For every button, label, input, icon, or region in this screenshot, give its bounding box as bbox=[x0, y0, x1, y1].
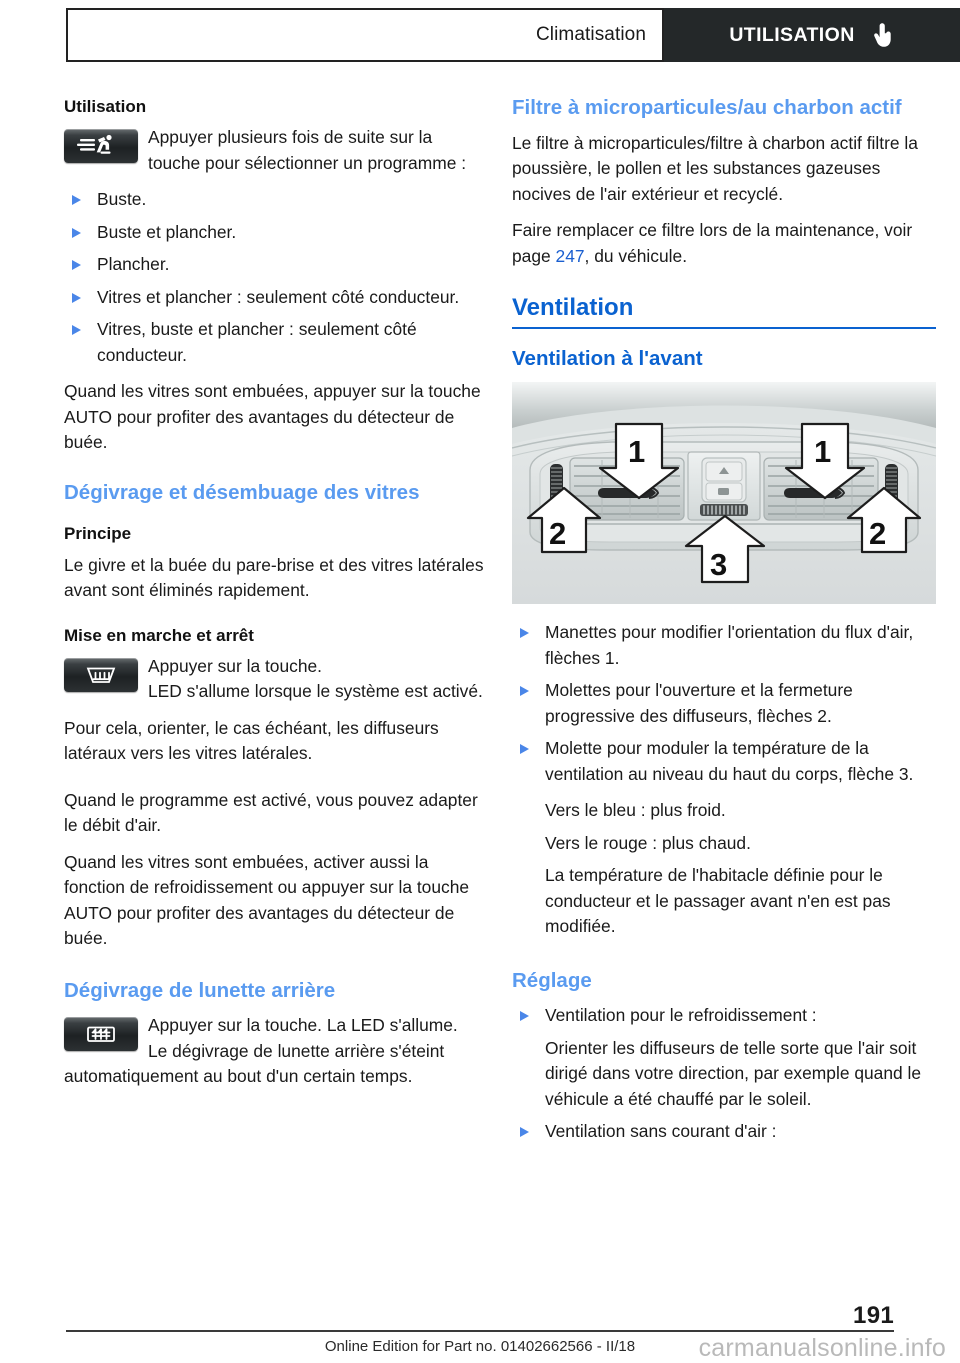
list-item bbox=[64, 252, 484, 278]
list-item bbox=[512, 736, 936, 787]
footer-divider bbox=[66, 1330, 894, 1332]
svg-text:3: 3 bbox=[710, 547, 728, 582]
program-list bbox=[64, 187, 484, 368]
svg-text:2: 2 bbox=[869, 516, 887, 551]
vent-sub-temperature: La température de l'habitacle définie pour le conducteur et le passager avant n'en est pas modifiée. bbox=[545, 865, 891, 936]
rear-window-defrost-button-icon[interactable] bbox=[64, 1017, 138, 1051]
after-programs-paragraph: Quand les vitres sont embuées, appuyer sur la touche AUTO pour profiter des avantages du détecteur de buée. bbox=[64, 381, 481, 453]
defrost-line1: Appuyer sur la touche. bbox=[148, 655, 323, 676]
seat-program-text: Appuyer plusieurs fois de suite sur la touche pour sélectionner un programme : bbox=[148, 127, 467, 173]
principe-paragraph: Le givre et la buée du pare-brise et des vitres latérales avant sont éliminés rapidement. bbox=[64, 554, 484, 601]
list-item bbox=[64, 285, 484, 311]
breadcrumb bbox=[66, 8, 664, 62]
list-item bbox=[64, 220, 484, 246]
rear-defrost-block bbox=[64, 1013, 484, 1090]
left-column bbox=[64, 96, 484, 1101]
list-item-text: Vitres, buste et plancher : seulement côté conducteur. bbox=[97, 319, 417, 365]
svg-text:2: 2 bbox=[549, 516, 567, 551]
right-column bbox=[512, 96, 936, 1156]
list-item-text: Buste. bbox=[97, 189, 147, 210]
section-tab-label: UTILISATION bbox=[729, 23, 855, 46]
para-debit: Quand le programme est activé, vous pouvez adapter le débit d'air. bbox=[64, 789, 478, 836]
filtre-p2-after: , du véhicule. bbox=[584, 245, 688, 266]
seat-program-block bbox=[64, 125, 484, 176]
heading-filtre: Filtre à microparticules/au charbon actif bbox=[512, 96, 902, 119]
list-item bbox=[512, 620, 936, 671]
footer-edition-note: Online Edition for Part no. 01402662566 - II/18 bbox=[324, 1338, 636, 1355]
rear-defrost-line1: Appuyer sur la touche. La LED s'allume. bbox=[148, 1015, 458, 1036]
triangle-bullet-icon bbox=[72, 195, 81, 205]
triangle-bullet-icon bbox=[520, 1011, 529, 1021]
triangle-bullet-icon bbox=[520, 1127, 529, 1137]
list-item-text: Ventilation pour le refroidissement : bbox=[545, 1005, 817, 1026]
triangle-bullet-icon bbox=[520, 686, 529, 696]
windshield-defrost-button-icon[interactable] bbox=[64, 658, 138, 692]
rear-defrost-line2: Le dégivrage de lunette arrière s'éteint automatiquement au bout d'un certain temps. bbox=[64, 1040, 445, 1087]
triangle-bullet-icon bbox=[520, 628, 529, 638]
filtre-paragraph-1: Le filtre à microparticules/filtre à charbon actif filtre la poussière, le pollen et les substances gazeuses nocives de l'air extérieur et recyclé. bbox=[512, 132, 918, 204]
triangle-bullet-icon bbox=[72, 228, 81, 238]
list-item-text: Vitres et plancher : seulement côté conducteur. bbox=[97, 286, 460, 307]
triangle-bullet-icon bbox=[72, 325, 81, 335]
front-air-vents-diagram bbox=[512, 382, 936, 604]
heading-mise-en-marche: Mise en marche et arrêt bbox=[64, 625, 254, 645]
heading-degivrage-vitres: Dégivrage et désembuage des vitres bbox=[64, 480, 420, 504]
filtre-paragraph-2 bbox=[512, 218, 936, 269]
heading-ventilation-avant: Ventilation à l'avant bbox=[512, 347, 703, 371]
list-item bbox=[64, 187, 484, 213]
list-item bbox=[512, 678, 936, 729]
breadcrumb-label: Climatisation bbox=[535, 24, 646, 45]
triangle-bullet-icon bbox=[72, 260, 81, 270]
vent-features-list bbox=[512, 620, 936, 787]
list-item-text: Ventilation sans courant d'air : bbox=[545, 1121, 777, 1142]
page-number: 191 bbox=[853, 1302, 894, 1329]
watermark: carmanualsonline.info bbox=[698, 1334, 946, 1362]
vent-sub-vers-rouge: Vers le rouge : plus chaud. bbox=[545, 832, 751, 853]
list-item-text: Molette pour moduler la température de la ventilation au niveau du haut du corps, flèche 3. bbox=[545, 738, 914, 784]
page-header bbox=[66, 8, 960, 62]
list-item-detail: Orienter les diffuseurs de telle sorte que l'air soit dirigé dans votre direction, par exemple quand le véhicule a été chauffé par le soleil. bbox=[545, 1037, 922, 1109]
pointing-hand-icon bbox=[873, 22, 895, 48]
section-tab-utilisation[interactable] bbox=[664, 8, 960, 62]
list-item bbox=[64, 317, 484, 368]
heading-degivrage-lunette: Dégivrage de lunette arrière bbox=[64, 978, 336, 1002]
page-reference-link[interactable]: 247 bbox=[555, 245, 585, 266]
list-item bbox=[512, 1119, 936, 1145]
para-orienter: Pour cela, orienter, le cas échéant, les diffuseurs latéraux vers les vitres latérales. bbox=[64, 717, 439, 764]
list-item-text: Molettes pour l'ouverture et la fermeture progressive des diffuseurs, flèches 2. bbox=[545, 680, 853, 726]
defrost-line2: LED s'allume lorsque le système est activé. bbox=[148, 681, 483, 702]
list-item-text: Buste et plancher. bbox=[97, 221, 237, 242]
svg-text:1: 1 bbox=[814, 434, 832, 469]
list-item-text: Plancher. bbox=[97, 254, 170, 275]
list-item bbox=[512, 1003, 936, 1112]
windshield-defrost-block bbox=[64, 654, 484, 705]
heading-ventilation: Ventilation bbox=[512, 294, 936, 329]
triangle-bullet-icon bbox=[72, 293, 81, 303]
heading-reglage: Réglage bbox=[512, 968, 592, 992]
heading-principe: Principe bbox=[64, 524, 132, 544]
triangle-bullet-icon bbox=[520, 744, 529, 754]
seat-air-distribution-button-icon[interactable] bbox=[64, 129, 138, 163]
vent-sub-vers-bleu: Vers le bleu : plus froid. bbox=[545, 800, 726, 820]
list-item-text: Manettes pour modifier l'orientation du flux d'air, flèches 1. bbox=[545, 622, 914, 668]
svg-text:1: 1 bbox=[628, 434, 646, 469]
para-embuees: Quand les vitres sont embuées, activer aussi la fonction de refroidissement ou appuyer sur la touche AUTO pour profiter des avantages du détecteur de buée. bbox=[64, 851, 470, 949]
filtre-p2-before: Faire remplacer ce filtre lors de la maintenance, voir page bbox=[512, 220, 913, 266]
reglage-list bbox=[512, 1003, 936, 1145]
heading-utilisation: Utilisation bbox=[64, 97, 147, 116]
